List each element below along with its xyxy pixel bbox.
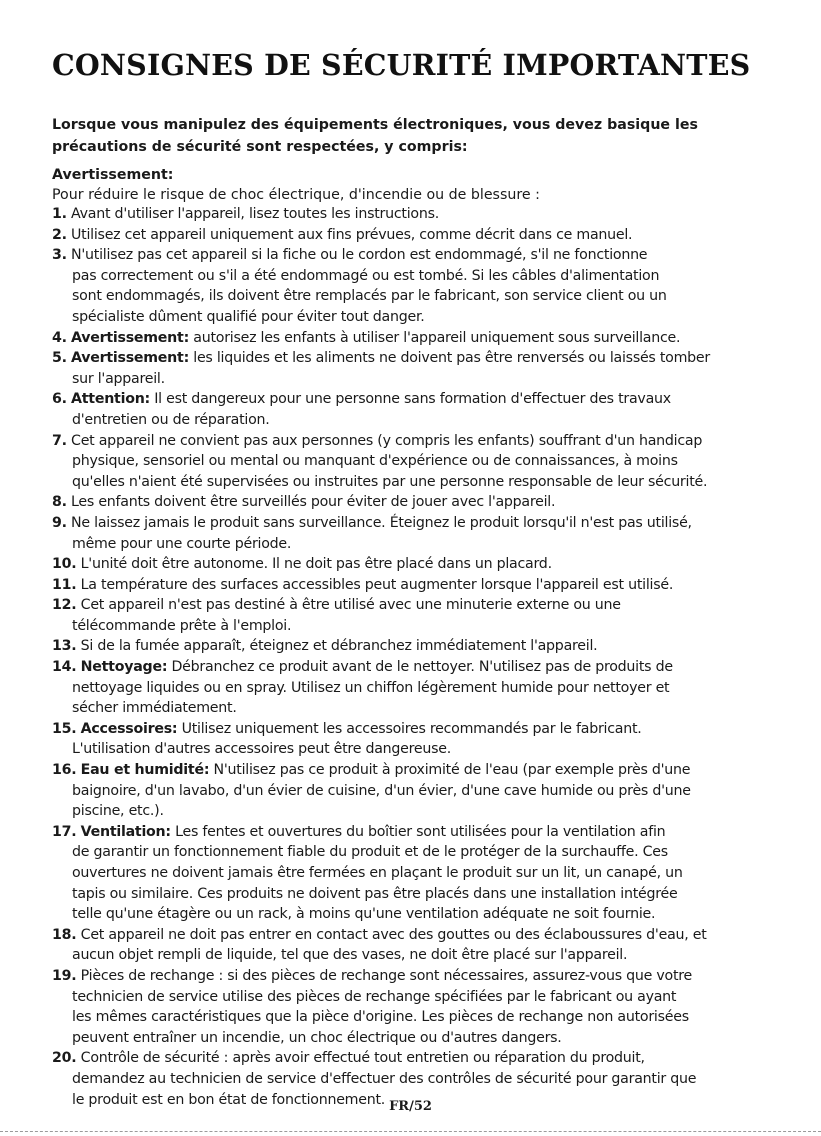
list-item-continuation-line: les mêmes caractéristiques que la pièce d'origine. Les pièces de rechange non autorisées — [72, 1009, 689, 1026]
list-item-first-line — [52, 348, 782, 369]
item-text: Ne laissez jamais le produit sans surveillance. Éteignez le produit lorsqu'il n'est pas utilisé, — [71, 514, 692, 531]
item-text: La température des surfaces accessibles peut augmenter lorsque l'appareil est utilisé. — [80, 576, 674, 593]
list-item-continuation-line: L'utilisation d'autres accessoires peut être dangereuse. — [72, 741, 451, 758]
list-item-continuation-line: de garantir un fonctionnement fiable du produit et de le protéger de la surchauffe. Ces — [72, 844, 668, 861]
item-text: N'utilisez pas ce produit à proximité de l'eau (par exemple près d'une — [209, 762, 691, 779]
item-text: Avant d'utiliser l'appareil, lisez toutes les instructions. — [71, 206, 440, 222]
list-item — [52, 245, 782, 327]
item-number: 10. — [52, 556, 77, 573]
item-text: Les fentes et ouvertures du boîtier sont utilisées pour la ventilation afin — [170, 823, 666, 840]
item-number: 8. — [52, 494, 67, 511]
item-number: 13. — [52, 638, 77, 655]
item-text: Pièces de rechange : si des pièces de rechange sont nécessaires, assurez-vous que votre — [80, 967, 693, 984]
list-item — [52, 822, 782, 925]
item-label: Ventilation: — [80, 823, 171, 840]
item-number: 4. — [52, 329, 67, 346]
item-number: 14. — [52, 659, 77, 676]
item-text: les liquides et les aliments ne doivent pas être renversés ou laissés tomber — [189, 350, 710, 367]
list-item-continuation-line: physique, sensoriel ou mental ou manquant d'expérience ou de connaissances, à moins — [72, 453, 678, 470]
list-item-first-line — [52, 575, 782, 596]
list-item-continuation-line: pas correctement ou s'il a été endommagé ou est tombé. Si les câbles d'alimentation — [72, 267, 660, 284]
list-item-first-line — [52, 822, 782, 843]
intro-line: précautions de sécurité sont respectées, y compris: — [52, 139, 468, 155]
page-bottom-rule — [0, 1131, 821, 1132]
list-item-continuation-line: demandez au technicien de service d'effectuer des contrôles de sécurité pour garantir que — [72, 1070, 697, 1087]
list-item-continuation-line: spécialiste dûment qualifié pour éviter tout danger. — [72, 308, 425, 325]
item-label: Eau et humidité: — [80, 762, 210, 779]
item-text: Utilisez cet appareil uniquement aux fins prévues, comme décrit dans ce manuel. — [71, 226, 633, 243]
list-item-first-line — [52, 204, 782, 225]
list-item-continuation-line: telle qu'une étagère ou un rack, à moins qu'une ventilation adéquate ne soit fournie. — [72, 906, 656, 923]
item-label: Accessoires: — [80, 720, 178, 737]
item-number: 6. — [52, 391, 67, 408]
item-number: 16. — [52, 762, 77, 779]
item-label: Nettoyage: — [80, 659, 168, 676]
list-item — [52, 431, 782, 493]
item-number: 2. — [52, 226, 67, 243]
safety-list — [52, 204, 782, 1110]
item-label: Avertissement: — [71, 350, 189, 367]
warning-text: Pour réduire le risque de choc électrique, d'incendie ou de blessure : — [52, 187, 540, 203]
list-item — [52, 554, 782, 575]
intro-line: Lorsque vous manipulez des équipements électroniques, vous devez basique les — [52, 117, 698, 133]
list-item-first-line — [52, 554, 782, 575]
item-number: 20. — [52, 1050, 77, 1067]
list-item — [52, 966, 782, 1048]
item-text: Cet appareil ne doit pas entrer en contact avec des gouttes ou des éclaboussures d'eau, et — [80, 926, 707, 943]
list-item-first-line — [52, 595, 782, 616]
list-item-first-line — [52, 492, 782, 513]
list-item-continuation-line: baignoire, d'un lavabo, d'un évier de cuisine, d'un évier, d'une cave humide ou près d'une — [72, 782, 691, 799]
list-item — [52, 492, 782, 513]
item-text: Si de la fumée apparaît, éteignez et débranchez immédiatement l'appareil. — [80, 638, 598, 655]
list-item-continuation-line: ouvertures ne doivent jamais être fermées en plaçant le produit sur un lit, un canapé, un — [72, 865, 683, 881]
list-item-first-line — [52, 245, 782, 266]
list-item-continuation-line: piscine, etc.). — [72, 803, 164, 820]
intro-paragraph — [52, 114, 772, 158]
list-item-first-line — [52, 513, 782, 534]
item-number: 12. — [52, 597, 77, 614]
list-item — [52, 204, 782, 225]
item-number: 15. — [52, 720, 77, 737]
list-item — [52, 760, 782, 822]
list-item-first-line — [52, 328, 782, 349]
list-item — [52, 575, 782, 596]
item-text: Contrôle de sécurité : après avoir effectué tout entretien ou réparation du produit, — [80, 1050, 645, 1067]
list-item — [52, 657, 782, 719]
list-item — [52, 719, 782, 760]
list-item — [52, 328, 782, 349]
list-item — [52, 225, 782, 246]
item-text: Il est dangereux pour une personne sans formation d'effectuer des travaux — [149, 391, 671, 408]
item-text: N'utilisez pas cet appareil si la fiche ou le cordon est endommagé, s'il ne fonctionne — [71, 247, 648, 264]
list-item-continuation-line: d'entretien ou de réparation. — [72, 411, 270, 428]
warning-heading: Avertissement: — [52, 167, 174, 183]
item-number: 9. — [52, 514, 67, 531]
list-item-continuation-line: même pour une courte période. — [72, 535, 292, 552]
list-item-first-line — [52, 719, 782, 740]
list-item — [52, 389, 782, 430]
list-item — [52, 925, 782, 966]
list-item-first-line — [52, 636, 782, 657]
item-label: Avertissement: — [71, 329, 189, 346]
item-number: 5. — [52, 350, 67, 367]
list-item-continuation-line: peuvent entraîner un incendie, un choc électrique ou d'autres dangers. — [72, 1029, 562, 1046]
list-item-continuation-line: télécommande prête à l'emploi. — [72, 617, 292, 634]
list-item — [52, 595, 782, 636]
list-item-continuation-line: le produit est en bon état de fonctionnement. — [72, 1091, 386, 1108]
list-item-continuation-line: tapis ou similaire. Ces produits ne doivent pas être placés dans une installation intégrée — [72, 885, 678, 902]
list-item-continuation-line: sécher immédiatement. — [72, 700, 237, 717]
item-number: 17. — [52, 823, 77, 840]
item-number: 19. — [52, 967, 77, 984]
item-text: Cet appareil ne convient pas aux personnes (y compris les enfants) souffrant d'un handicap — [71, 432, 703, 449]
list-item-first-line — [52, 225, 782, 246]
list-item-continuation-line: aucun objet rempli de liquide, tel que des vases, ne doit être placé sur l'appareil. — [72, 947, 628, 964]
list-item-continuation-line: qu'elles n'aient été supervisées ou instruites par une personne responsable de leur sécurité. — [72, 473, 708, 490]
list-item — [52, 348, 782, 389]
page-title: CONSIGNES DE SÉCURITÉ IMPORTANTES — [52, 48, 751, 82]
list-item-first-line — [52, 966, 782, 987]
item-text: Utilisez uniquement les accessoires recommandés par le fabricant. — [177, 720, 642, 737]
list-item-first-line — [52, 389, 782, 410]
list-item-first-line — [52, 1048, 782, 1069]
page-number: FR/52 — [389, 1099, 432, 1114]
list-item-first-line — [52, 657, 782, 678]
item-text: Cet appareil n'est pas destiné à être utilisé avec une minuterie externe ou une — [80, 597, 621, 614]
list-item-first-line — [52, 760, 782, 781]
list-item — [52, 513, 782, 554]
item-number: 3. — [52, 247, 67, 264]
item-label: Attention: — [71, 391, 150, 408]
list-item-continuation-line: sont endommagés, ils doivent être remplacés par le fabricant, son service client ou un — [72, 288, 667, 305]
item-number: 7. — [52, 432, 67, 449]
list-item-first-line — [52, 925, 782, 946]
item-number: 11. — [52, 576, 77, 593]
item-text: autorisez les enfants à utiliser l'appareil uniquement sous surveillance. — [189, 329, 681, 346]
item-text: Les enfants doivent être surveillés pour éviter de jouer avec l'appareil. — [71, 494, 556, 511]
list-item — [52, 636, 782, 657]
item-text: Débranchez ce produit avant de le nettoyer. N'utilisez pas de produits de — [167, 659, 673, 676]
item-number: 18. — [52, 926, 77, 943]
item-number: 1. — [52, 206, 67, 222]
list-item-continuation-line: nettoyage liquides ou en spray. Utilisez un chiffon légèrement humide pour nettoyer et — [72, 679, 670, 696]
list-item-continuation-line: sur l'appareil. — [72, 370, 165, 387]
list-item-continuation-line: technicien de service utilise des pièces de rechange spécifiées par le fabricant ou ayant — [72, 988, 677, 1005]
item-text: L'unité doit être autonome. Il ne doit pas être placé dans un placard. — [80, 556, 552, 573]
list-item-first-line — [52, 431, 782, 452]
